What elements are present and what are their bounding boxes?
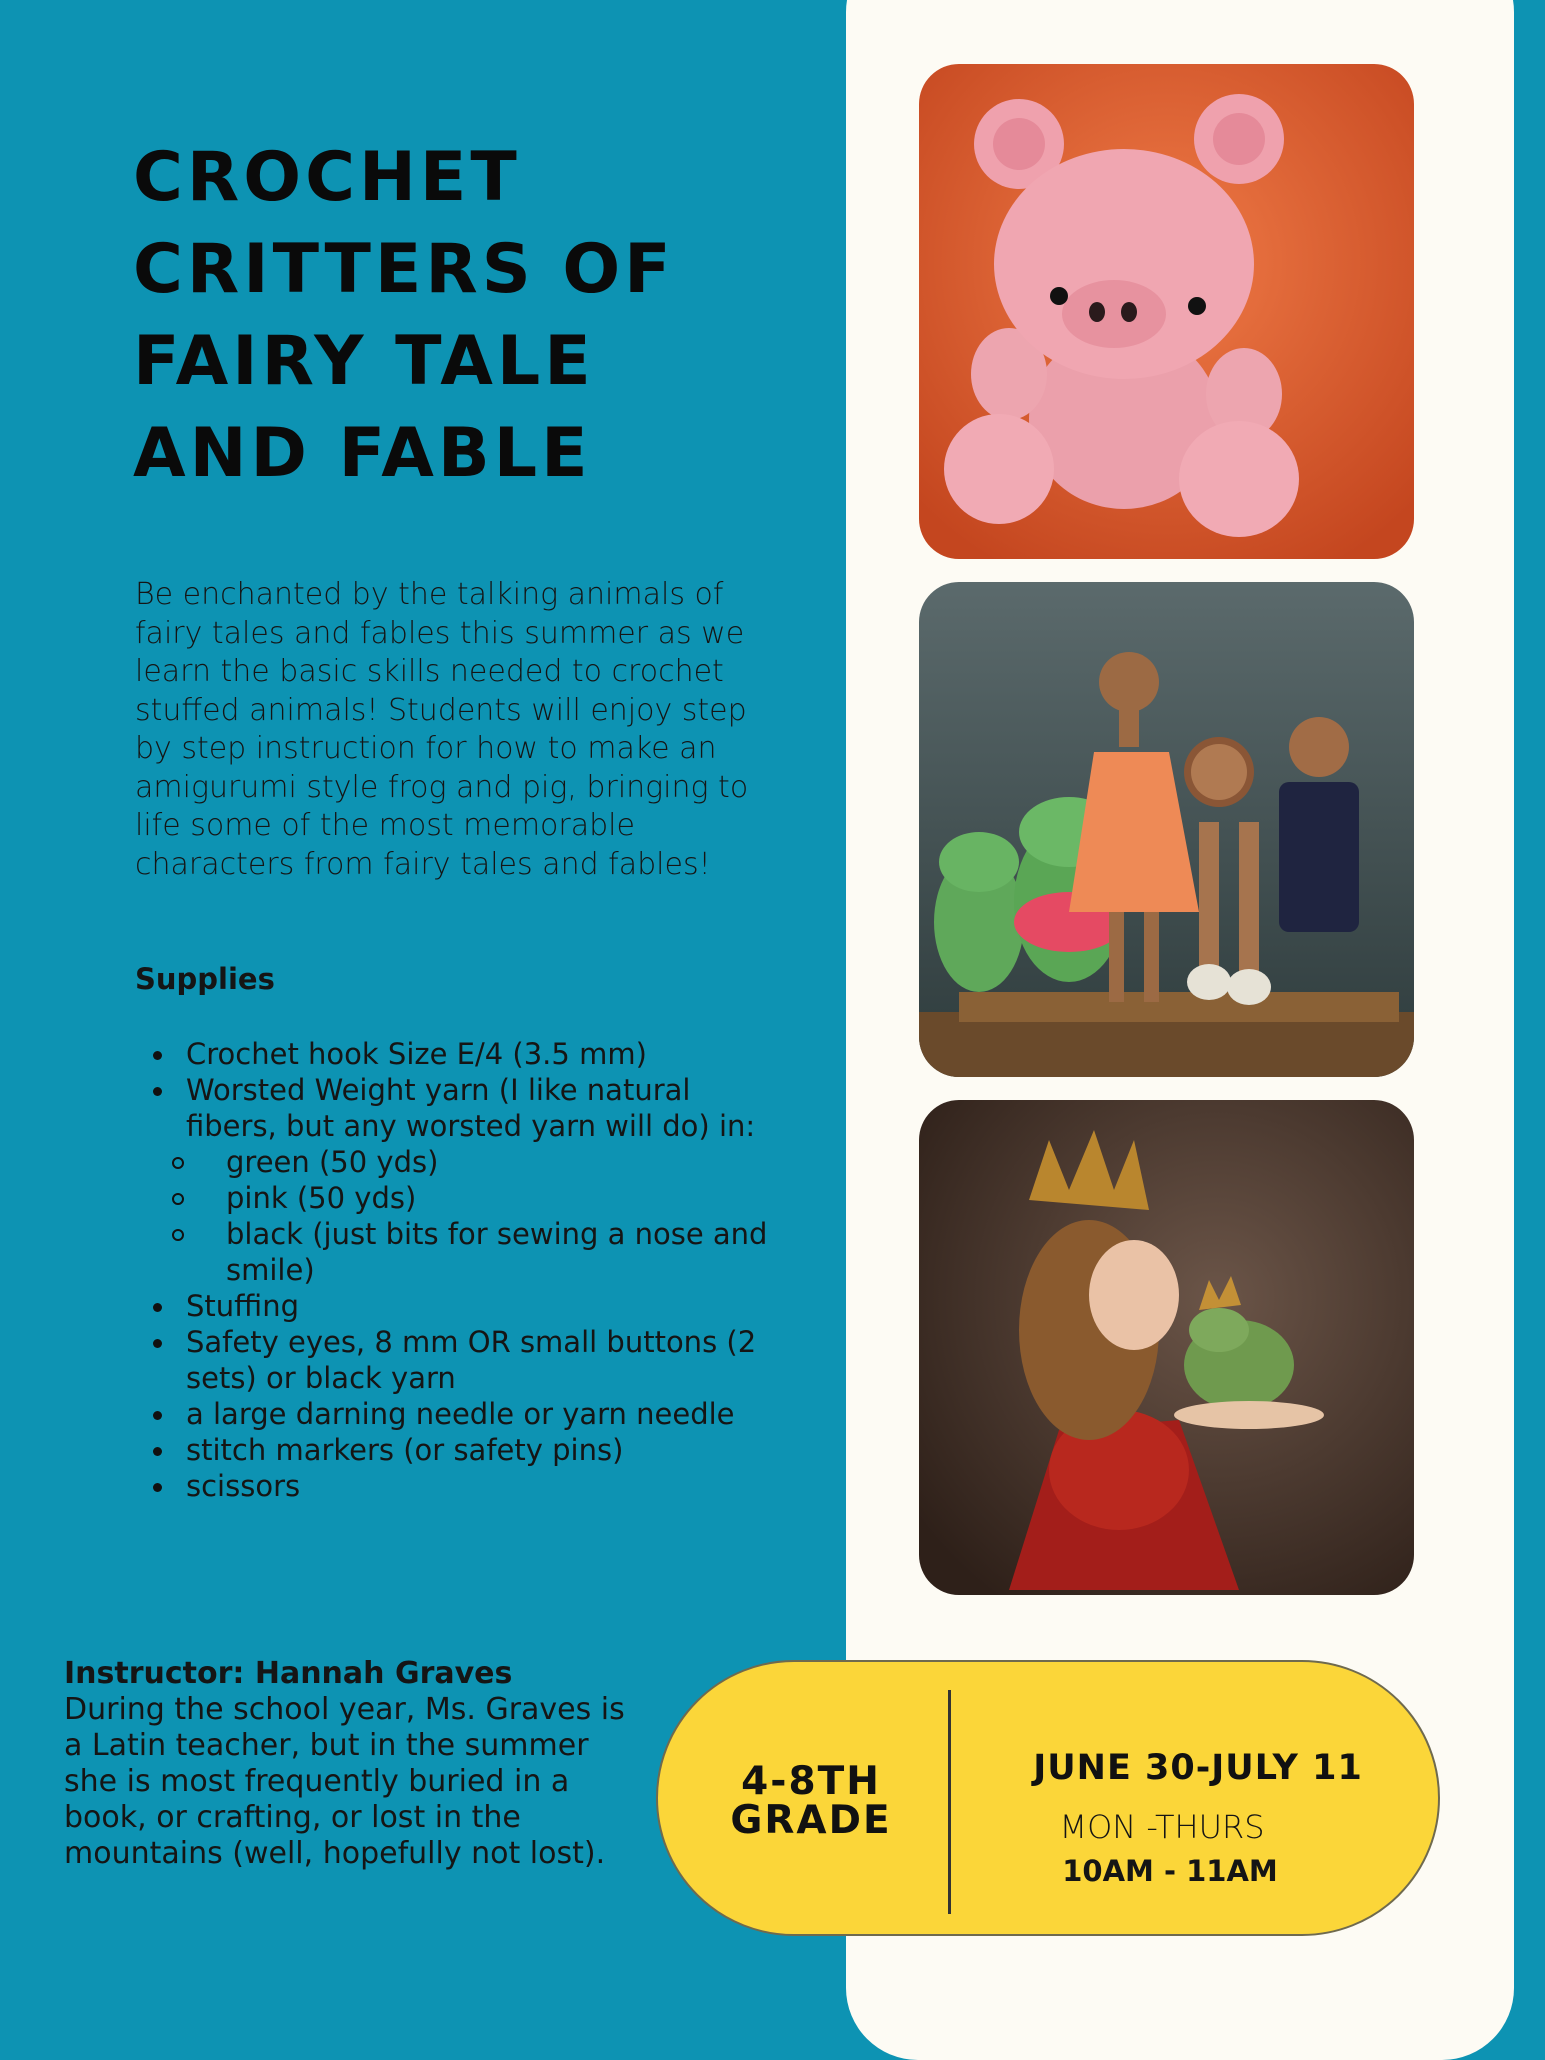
instructor-name: Instructor: Hannah Graves [64,1656,513,1691]
class-days: MON -THURS [1059,1808,1265,1846]
list-item: Worsted Weight yarn (I like natural fibers, but any worsted yarn will do) in: green (50 yds) pink (50 yds) black (just bits for sewing a nose and smile) [135,1072,775,1288]
intro-paragraph: Be enchanted by the talking animals of fairy tales and fables this summer as we learn the basic skills needed to crochet stuffed animals! Students will enjoy step by step instruction for how to make an amigurumi style frog and pig, bringing to life some of the most memorable characters from fairy tales and fables! [135,577,749,882]
crocheted-pig-photo [919,64,1414,559]
list-item: stitch markers (or safety pins) [135,1432,775,1468]
class-times: 10AM - 11AM [1062,1854,1278,1888]
crocheted-dolls-and-frogs-photo [919,582,1414,1077]
title-line: AND FABLE [133,414,592,493]
supplies-heading: Supplies [135,962,275,996]
title-line: CRITTERS OF [133,230,675,309]
list-item: pink (50 yds) [166,1180,775,1216]
princess-kissing-frog-figurine-photo [919,1100,1414,1595]
list-item: Stuffing [135,1288,775,1324]
list-item: scissors [135,1468,775,1504]
page-title [133,132,833,500]
instructor-bio: During the school year, Ms. Graves is a Latin teacher, but in the summer she is most frequently buried in a book, or crafting, or lost in the mountains (well, hopefully not lost). [64,1692,625,1871]
list-item: Safety eyes, 8 mm OR small buttons (2 sets) or black yarn [135,1324,775,1396]
list-item: green (50 yds) [166,1144,775,1180]
date-range: JUNE 30-JULY 11 [1033,1748,1363,1788]
list-item: a large darning needle or yarn needle [135,1396,775,1432]
title-line: CROCHET [133,138,521,217]
title-line: FAIRY TALE [133,322,595,401]
divider [948,1690,951,1914]
yarn-color-list [186,1144,775,1288]
schedule-badge [656,1660,1440,1936]
list-item: Crochet hook Size E/4 (3.5 mm) [135,1036,775,1072]
supplies-list [135,1036,775,1504]
grade-range: 4-8TH GRADE [730,1759,892,1843]
list-item: black (just bits for sewing a nose and smile) [166,1216,775,1288]
instructor-block [64,1656,639,1872]
